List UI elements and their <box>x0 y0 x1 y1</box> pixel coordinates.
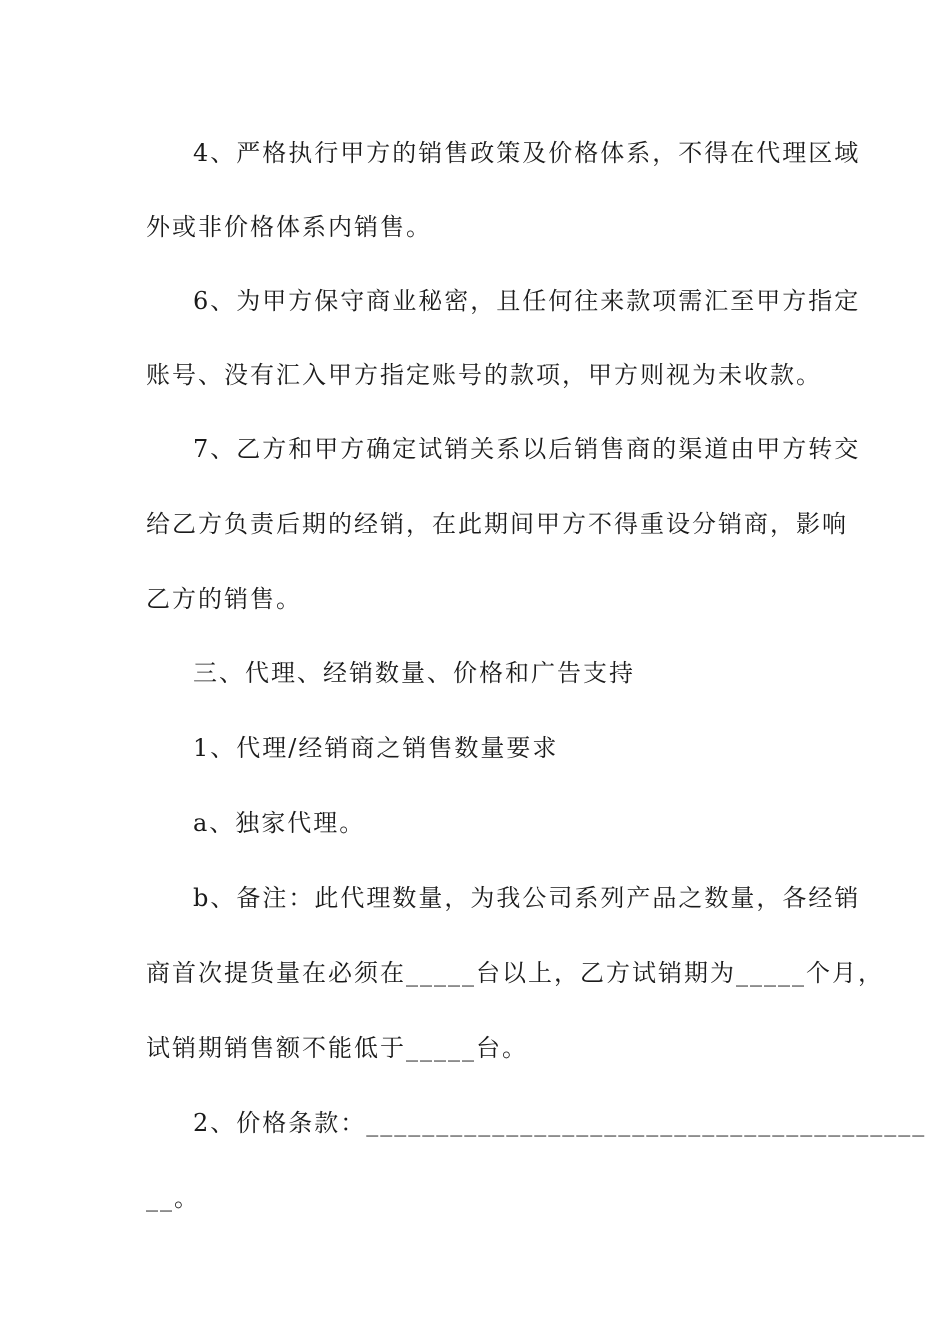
paragraph-6-line-2: 账号、没有汇入甲方指定账号的款项，甲方则视为未收款。 <box>146 361 822 389</box>
clause-1b-line-3: 试销期销售额不能低于_____台。 <box>146 1034 528 1062</box>
paragraph-4-line-2: 外或非价格体系内销售。 <box>146 213 432 241</box>
paragraph-7-line-2: 给乙方负责后期的经销，在此期间甲方不得重设分销商，影响 <box>146 510 848 538</box>
clause-2-line-1: 2、价格条款：________________________________________ <box>193 1109 927 1137</box>
clause-1a: a、独家代理。 <box>193 809 366 837</box>
paragraph-6-line-1: 6、为甲方保守商业秘密，且任何往来款项需汇至甲方指定 <box>193 287 861 315</box>
clause-1b-line-1: b、备注：此代理数量，为我公司系列产品之数量，各经销 <box>193 884 861 912</box>
paragraph-4-line-1: 4、严格执行甲方的销售政策及价格体系，不得在代理区域 <box>193 139 861 167</box>
paragraph-7-line-1: 7、乙方和甲方确定试销关系以后销售商的渠道由甲方转交 <box>193 435 861 463</box>
clause-1b-line-2: 商首次提货量在必须在_____台以上，乙方试销期为_____个月， <box>146 959 884 987</box>
section-3-heading: 三、代理、经销数量、价格和广告支持 <box>193 659 635 687</box>
clause-2-line-2: __。 <box>146 1184 200 1212</box>
clause-1-heading: 1、代理/经销商之销售数量要求 <box>193 734 559 762</box>
paragraph-7-line-3: 乙方的销售。 <box>146 585 302 613</box>
